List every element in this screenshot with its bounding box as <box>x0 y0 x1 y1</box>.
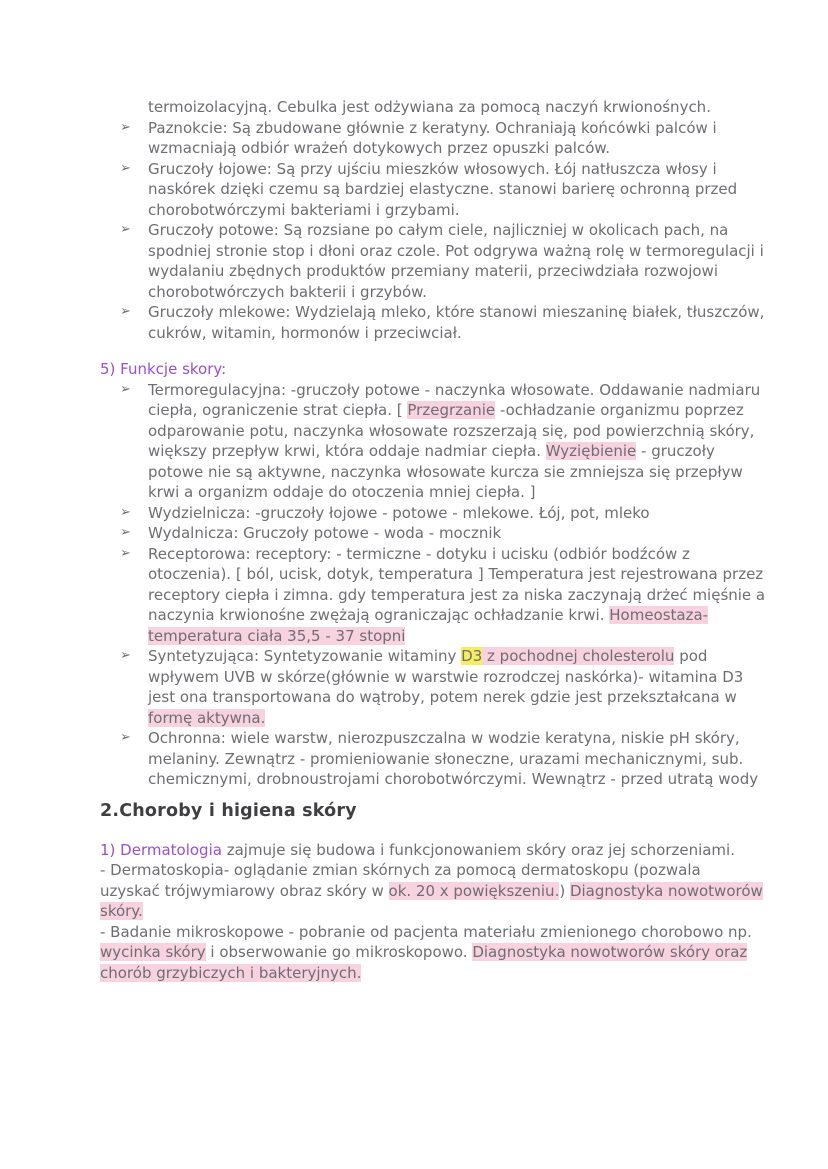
section-heading-funkcje-skory <box>100 359 765 380</box>
text-segment: Syntetyzująca: Syntetyzowanie witaminy <box>148 647 462 665</box>
highlighted-text: formę aktywna. <box>148 708 266 727</box>
list-item-termoregulacyjna <box>100 380 773 503</box>
text-segment: Paznokcie: Są zbudowane głównie z keratyny. Ochraniają końcówki palców i wzmacniają odbiór wrażeń dotykowych przez opuszki palców. <box>148 118 717 157</box>
list-item-text <box>148 302 773 343</box>
list-item-gruczoly-mlekowe <box>100 302 773 343</box>
list-bullet-arrow-icon: ➢ <box>120 504 131 520</box>
highlighted-text: Diagnostyka nowotworów skóry oraz chorób grzybiczych i bakteryjnych. <box>100 943 748 982</box>
list-item-text <box>148 380 773 503</box>
list-item-text <box>148 544 773 647</box>
text-segment: pod wpływem UVB w skórze(głównie w warstwie rozrodczej naskórka)- witamina D3 jest ona transportowana do wątroby, potem nerek gdzie jest przekształcana w <box>148 647 744 706</box>
text-segment: Gruczoły potowe: Są rozsiane po całym ciele, najliczniej w okolicach pach, na spodniej stronie stop i dłoni oraz czole. Pot odgrywa ważną rolę w termoregulacji i wydalaniu zbędnych produktów przemiany materii, przeciwdziała rozwojowi chorobotwórczych bakterii i grzybów. <box>148 221 764 301</box>
document-content <box>100 97 798 983</box>
text-segment: zajmuje się budowa i funkcjonowaniem skóry oraz jej schorzeniami. <box>221 840 735 859</box>
text-segment: - Badanie mikroskopowe - pobranie od pacjenta materiału zmienionego chorobowo np. <box>100 922 752 941</box>
paragraph-badanie-mikroskopowe <box>100 922 765 984</box>
list-item-gruczoly-lojowe <box>100 159 773 221</box>
list-bullet-arrow-icon: ➢ <box>120 381 131 397</box>
spacer <box>100 343 798 359</box>
list-item-text <box>148 728 773 790</box>
list-item-ochronna <box>100 728 773 790</box>
highlighted-text: Wyziębienie <box>545 442 637 460</box>
list-item-wydalnicza <box>100 523 773 544</box>
text-segment: 2.Choroby i higiena skóry <box>100 800 357 821</box>
text-segment: Wydalnicza: Gruczoły potowe - woda - mocznik <box>148 524 502 542</box>
paragraph-continuation-cebulka <box>148 97 773 118</box>
text-segment: i obserwowanie go mikroskopowo. <box>205 943 473 961</box>
highlighted-text: z pochodnej cholesterolu <box>482 647 675 665</box>
section-heading-choroby-higiena <box>100 798 765 824</box>
text-segment: Gruczoły łojowe: Są przy ujściu mieszków włosowych. Łój natłuszcza włosy i naskórek dzięki czemu są bardziej elastyczne. stanowi barierę ochronną przed chorobotwórczymi bakteriami i grzybami. <box>148 159 738 219</box>
text-segment: -ochładzanie organizmu poprzez odparowanie potu, naczynka włosowate rozszerzają się, pod powierzchnią skóry, większy przepływ krwi, która oddaje nadmiar ciepła. <box>148 401 755 460</box>
list-bullet-arrow-icon: ➢ <box>120 525 131 540</box>
highlighted-text: wycinka skóry <box>100 943 206 961</box>
highlighted-text: Diagnostyka nowotworów skóry. <box>100 881 763 920</box>
list-bullet-arrow-icon: ➢ <box>120 545 131 561</box>
list-item-receptorowa <box>100 544 773 647</box>
list-bullet-arrow-icon: ➢ <box>120 304 131 319</box>
list-bullet-arrow-icon: ➢ <box>120 160 131 176</box>
list-item-gruczoly-potowe <box>100 220 773 302</box>
highlighted-text: Homeostaza- temperatura ciała 35,5 - 37 stopni <box>148 606 709 645</box>
list-item-text <box>148 523 501 544</box>
highlighted-text: Przegrzanie <box>407 401 496 419</box>
colored-text: 1) Dermatologia <box>100 840 222 859</box>
highlighted-text: ok. 20 x powiększeniu. <box>388 881 560 900</box>
text-segment: - Dermatoskopia- oglądanie zmian skórnych za pomocą dermatoskopu (pozwala uzyskać trójwymiarowy obraz skóry w <box>100 861 701 900</box>
text-segment: Ochronna: wiele warstw, nierozpuszczalna w wodzie keratyna, niskie pH skóry, melaniny. Zewnątrz - promieniowanie słoneczne, urazami mechanicznymi, sub. chemicznymi, drobnoustrojami chorobotwórczymi. Wewnątrz - przed utratą wody <box>148 729 759 788</box>
list-item-text <box>148 159 773 221</box>
highlighted-text: D3 <box>461 647 483 665</box>
list-item-text <box>148 220 773 302</box>
text-segment: Receptorowa: receptory: - termiczne - dotyku i ucisku (odbiór bodźców z otoczenia). [ ból, ucisk, dotyk, temperatura ] Temperatura jest rejestrowana przez receptory ciepła i zimna. gdy temperatura jest za niska zaczynają drżeć mięśnie a naczynia krwionośne zwężają ograniczając ochładzanie krwi. <box>148 544 766 624</box>
colored-text: 5) Funkcje skory: <box>100 360 227 378</box>
text-segment: Wydzielnicza: -gruczoły łojowe - potowe - mlekowe. Łój, pot, mleko <box>148 503 650 522</box>
list-item-paznokcie <box>100 118 773 159</box>
text-segment: ) <box>559 881 570 900</box>
list-item-wydzielnicza <box>100 503 773 524</box>
text-segment: termoizolacyjną. Cebulka jest odżywiana za pomocą naczyń krwionośnych. <box>148 98 711 116</box>
text-segment: Termoregulacyjna: -gruczoły potowe - naczynka włosowate. Oddawanie nadmiaru ciepła, ograniczenie strat ciepła. [ <box>148 380 761 419</box>
list-bullet-arrow-icon: ➢ <box>120 648 131 663</box>
text-segment: - gruczoły potowe nie są aktywne, naczynka włosowate kurcza sie zmniejsza się przepływ krwi a organizm oddaje do otoczenia mniej ciepła. ] <box>148 442 743 501</box>
list-bullet-arrow-icon: ➢ <box>120 222 131 237</box>
spacer <box>100 824 798 840</box>
list-bullet-arrow-icon: ➢ <box>120 730 131 745</box>
paragraph-dermatologia <box>100 840 765 861</box>
list-item-text <box>148 646 773 728</box>
list-bullet-arrow-icon: ➢ <box>120 119 131 135</box>
list-item-text <box>148 503 650 524</box>
text-segment: Gruczoły mlekowe: Wydzielają mleko, które stanowi mieszaninę białek, tłuszczów, cukrów, witamin, hormonów i przeciwciał. <box>148 303 765 342</box>
paragraph-dermatoskopia <box>100 860 765 922</box>
list-item-syntetyzujaca <box>100 646 773 728</box>
list-item-text <box>148 118 773 159</box>
spacer <box>100 790 798 798</box>
